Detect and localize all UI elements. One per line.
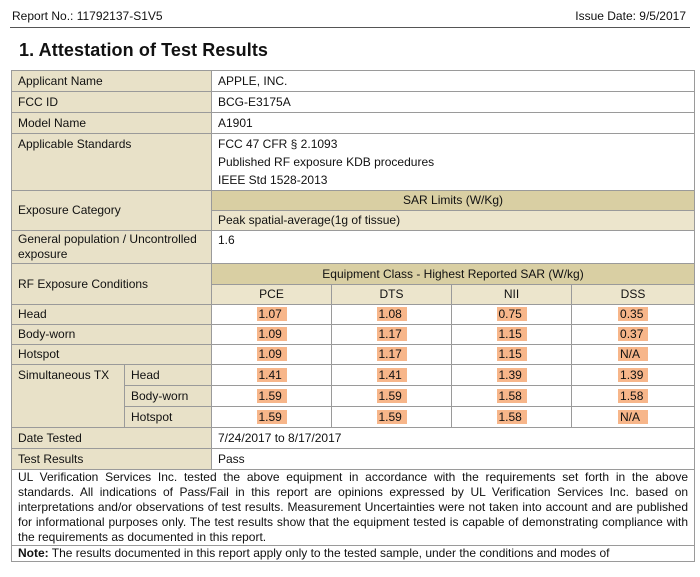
row-sublabel-body-worn: Body-worn	[125, 386, 212, 407]
equipment-class-header: Equipment Class - Highest Reported SAR (W/kg)	[212, 264, 695, 285]
sar-value: 1.41	[257, 368, 287, 382]
sar-value: 1.39	[618, 368, 648, 382]
sar-value: 1.15	[497, 327, 527, 341]
issue-date: Issue Date: 9/5/2017	[575, 9, 686, 23]
standards-row	[12, 134, 695, 191]
date-tested-label: Date Tested	[12, 428, 212, 449]
fcc-id-value: BCG-E3175A	[212, 92, 695, 113]
sar-value: 1.07	[257, 307, 287, 321]
sar-value: 1.17	[377, 327, 407, 341]
applicant-label: Applicant Name	[12, 71, 212, 92]
general-population-row	[12, 231, 695, 264]
sar-limits-header: SAR Limits (W/Kg)	[212, 191, 695, 211]
sar-value: 0.75	[497, 307, 527, 321]
general-population-value: 1.6	[212, 231, 695, 264]
test-results-label: Test Results	[12, 449, 212, 470]
compliance-statement: UL Verification Services Inc. tested the above equipment in accordance with the requirements set forth in the above standards. All indications of Pass/Fail in this report are opinions expressed by UL Verification Services Inc. based on interpretations and/or observations of test results. Measurement Uncertainties were not taken into account and are published for informational purposes only. The test results show that the equipment tested is capable of demonstrating compliance with the requirements as documented in this report.	[12, 470, 695, 546]
model-label: Model Name	[12, 113, 212, 134]
column-header-nii: NII	[452, 285, 572, 305]
sar-value: 1.58	[618, 389, 648, 403]
row-label-head: Head	[12, 305, 212, 325]
table-row-sim-head	[12, 365, 695, 386]
row-sublabel-hotspot: Hotspot	[125, 407, 212, 428]
fcc-id-label: FCC ID	[12, 92, 212, 113]
standards-value	[212, 134, 695, 191]
test-results-value: Pass	[212, 449, 695, 470]
note-label: Note:	[18, 546, 49, 560]
test-results-row	[12, 449, 695, 470]
section-title: 1. Attestation of Test Results	[19, 40, 269, 60]
note-paragraph	[12, 546, 695, 562]
sar-value: 1.59	[257, 410, 287, 424]
page-header	[0, 0, 700, 28]
sar-value: 0.37	[618, 327, 648, 341]
note-text: The results documented in this report apply only to the tested sample, under the conditions and modes of	[48, 546, 610, 560]
sar-limits-subheader: Peak spatial-average(1g of tissue)	[212, 211, 695, 231]
model-value: A1901	[212, 113, 695, 134]
table-row-hotspot	[12, 345, 695, 365]
sar-value: 1.59	[257, 389, 287, 403]
sar-value: 1.58	[497, 410, 527, 424]
report-number: Report No.: 11792137-S1V5	[12, 9, 163, 23]
row-label-body-worn: Body-worn	[12, 325, 212, 345]
header-divider	[10, 27, 690, 28]
standards-label: Applicable Standards	[12, 134, 212, 191]
table-row-head	[12, 305, 695, 325]
sar-value: N/A	[618, 410, 648, 424]
column-header-dss: DSS	[572, 285, 695, 305]
column-header-dts: DTS	[332, 285, 452, 305]
sar-value: 1.39	[497, 368, 527, 382]
date-tested-row	[12, 428, 695, 449]
sar-value: 1.58	[497, 389, 527, 403]
sar-value: 1.41	[377, 368, 407, 382]
table-row-body-worn	[12, 325, 695, 345]
general-population-label: General population / Uncontrolled exposure	[12, 231, 212, 264]
rf-conditions-label: RF Exposure Conditions	[12, 264, 212, 305]
row-label-simultaneous-tx: Simultaneous TX	[12, 365, 125, 428]
equipment-header-row	[12, 264, 695, 285]
exposure-category-label: Exposure Category	[12, 191, 212, 231]
note-row	[12, 546, 695, 562]
row-sublabel-head: Head	[125, 365, 212, 386]
fcc-id-row	[12, 92, 695, 113]
applicant-value: APPLE, INC.	[212, 71, 695, 92]
sar-value: 1.59	[377, 389, 407, 403]
applicant-row	[12, 71, 695, 92]
standard-line: Published RF exposure KDB procedures	[218, 155, 435, 169]
sar-value: 1.09	[257, 327, 287, 341]
standard-line: FCC 47 CFR § 2.1093	[218, 137, 338, 151]
standard-line: IEEE Std 1528-2013	[218, 173, 328, 187]
row-label-hotspot: Hotspot	[12, 345, 212, 365]
sar-value: 1.15	[497, 347, 527, 361]
sar-value: 1.59	[377, 410, 407, 424]
sar-value: 1.17	[377, 347, 407, 361]
sar-value: 1.09	[257, 347, 287, 361]
statement-row	[12, 470, 695, 546]
column-header-pce: PCE	[212, 285, 332, 305]
date-tested-value: 7/24/2017 to 8/17/2017	[212, 428, 695, 449]
sar-value: N/A	[618, 347, 648, 361]
sar-value: 0.35	[618, 307, 648, 321]
sar-value: 1.08	[377, 307, 407, 321]
sar-limits-header-row	[12, 191, 695, 211]
model-row	[12, 113, 695, 134]
attestation-table	[11, 70, 695, 562]
